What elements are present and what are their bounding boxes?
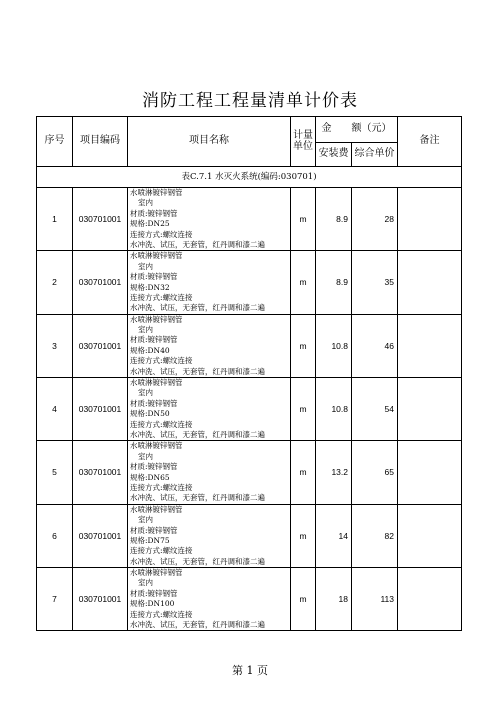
desc-line: 水喷淋镀锌钢管 — [130, 504, 183, 514]
desc-line: 室内 — [138, 198, 153, 208]
header-remark: 备注 — [398, 117, 462, 167]
header-unit-price: 综合单价 — [352, 143, 398, 167]
desc-line: 水冲洗、试压，无套管，红丹调和漆二遍 — [130, 429, 265, 439]
desc-line: 水冲洗、试压，无套管，红丹调和漆二遍 — [130, 556, 265, 566]
header-seq: 序号 — [37, 117, 73, 167]
desc-line: 水喷淋镀锌钢管 — [130, 378, 183, 388]
desc-line: 水冲洗、试压，无套管，红丹调和漆二遍 — [130, 303, 265, 313]
desc-line: 水冲洗、试压，无套管，红丹调和漆二遍 — [130, 366, 265, 376]
cell-code: 030701001 — [73, 251, 128, 314]
cell-install-fee: 14 — [316, 504, 352, 567]
cell-desc — [128, 188, 291, 251]
table-row — [37, 568, 462, 631]
cell-desc — [128, 441, 291, 504]
cell-code: 030701001 — [73, 568, 128, 631]
header-code: 项目编码 — [73, 117, 128, 167]
cell-remark — [398, 378, 462, 441]
cell-unit: m — [291, 188, 316, 251]
cell-desc — [128, 251, 291, 314]
desc-line: 规格:DN100 — [130, 599, 175, 609]
desc-line: 室内 — [138, 261, 153, 271]
desc-line: 连接方式:螺纹连接 — [130, 609, 193, 619]
cell-desc — [128, 504, 291, 567]
header-amount: 金 额（元） — [316, 117, 398, 143]
page-title: 消防工程工程量清单计价表 — [142, 91, 358, 111]
cell-unit: m — [291, 568, 316, 631]
desc-line: 材质:镀锌钢管 — [130, 272, 178, 282]
cell-code: 030701001 — [73, 504, 128, 567]
cell-unit: m — [291, 504, 316, 567]
desc-line: 水冲洗、试压，无套管，红丹调和漆二遍 — [130, 493, 265, 503]
desc-line: 室内 — [138, 451, 153, 461]
desc-line: 规格:DN65 — [130, 472, 170, 482]
cell-unit: m — [291, 378, 316, 441]
cell-install-fee: 18 — [316, 568, 352, 631]
header-unit: 计量单位 — [291, 117, 316, 167]
cell-unit-price: 65 — [352, 441, 398, 504]
table-row — [37, 314, 462, 377]
cell-unit: m — [291, 251, 316, 314]
desc-line: 水喷淋镀锌钢管 — [130, 568, 183, 578]
desc-line: 连接方式:螺纹连接 — [130, 482, 193, 492]
cell-install-fee: 13.2 — [316, 441, 352, 504]
header-name: 项目名称 — [128, 117, 291, 167]
cell-unit: m — [291, 441, 316, 504]
cell-unit-price: 82 — [352, 504, 398, 567]
cell-code: 030701001 — [73, 441, 128, 504]
desc-line: 室内 — [138, 578, 153, 588]
cell-code: 030701001 — [73, 188, 128, 251]
cell-remark — [398, 504, 462, 567]
desc-line: 连接方式:螺纹连接 — [130, 356, 193, 366]
desc-line: 材质:镀锌钢管 — [130, 398, 178, 408]
desc-line: 材质:镀锌钢管 — [130, 208, 178, 218]
cell-unit-price: 54 — [352, 378, 398, 441]
cell-seq: 5 — [37, 441, 73, 504]
section-row — [37, 167, 462, 188]
cell-seq: 4 — [37, 378, 73, 441]
cell-seq: 2 — [37, 251, 73, 314]
table-row — [37, 188, 462, 251]
desc-line: 材质:镀锌钢管 — [130, 525, 178, 535]
section-title: 表C.7.1 水灭火系统(编码:030701) — [37, 167, 462, 188]
cell-seq: 6 — [37, 504, 73, 567]
cell-code: 030701001 — [73, 378, 128, 441]
cell-remark — [398, 568, 462, 631]
desc-line: 材质:镀锌钢管 — [130, 335, 178, 345]
desc-line: 规格:DN50 — [130, 409, 170, 419]
bill-table — [36, 116, 462, 631]
desc-line: 水冲洗、试压，无套管，红丹调和漆二遍 — [130, 239, 265, 249]
cell-unit-price: 113 — [352, 568, 398, 631]
cell-desc — [128, 378, 291, 441]
cell-unit-price: 28 — [352, 188, 398, 251]
header-install-fee: 安装费 — [316, 143, 352, 167]
desc-line: 规格:DN40 — [130, 345, 170, 355]
cell-desc — [128, 314, 291, 377]
desc-line: 室内 — [138, 515, 153, 525]
table-row — [37, 504, 462, 567]
table-row — [37, 378, 462, 441]
cell-seq: 7 — [37, 568, 73, 631]
cell-remark — [398, 188, 462, 251]
cell-remark — [398, 314, 462, 377]
desc-line: 水喷淋镀锌钢管 — [130, 188, 183, 197]
desc-line: 水喷淋镀锌钢管 — [130, 251, 183, 261]
cell-unit: m — [291, 314, 316, 377]
cell-remark — [398, 251, 462, 314]
desc-line: 连接方式:螺纹连接 — [130, 419, 193, 429]
desc-line: 连接方式:螺纹连接 — [130, 546, 193, 556]
desc-line: 室内 — [138, 388, 153, 398]
cell-unit-price: 46 — [352, 314, 398, 377]
cell-seq: 1 — [37, 188, 73, 251]
desc-line: 材质:镀锌钢管 — [130, 462, 178, 472]
desc-line: 规格:DN25 — [130, 219, 170, 229]
cell-install-fee: 8.9 — [316, 251, 352, 314]
cell-unit-price: 35 — [352, 251, 398, 314]
cell-install-fee: 10.8 — [316, 378, 352, 441]
cell-install-fee: 8.9 — [316, 188, 352, 251]
desc-line: 材质:镀锌钢管 — [130, 588, 178, 598]
cell-code: 030701001 — [73, 314, 128, 377]
desc-line: 连接方式:螺纹连接 — [130, 229, 193, 239]
desc-line: 规格:DN75 — [130, 535, 170, 545]
desc-line: 连接方式:螺纹连接 — [130, 292, 193, 302]
desc-line: 规格:DN32 — [130, 282, 170, 292]
page-number: 第 1 页 — [232, 664, 268, 677]
cell-remark — [398, 441, 462, 504]
cell-seq: 3 — [37, 314, 73, 377]
cell-install-fee: 10.8 — [316, 314, 352, 377]
desc-line: 水喷淋镀锌钢管 — [130, 441, 183, 451]
table-row — [37, 251, 462, 314]
cell-desc — [128, 568, 291, 631]
desc-line: 水冲洗、试压，无套管，红丹调和漆二遍 — [130, 620, 265, 630]
desc-line: 室内 — [138, 325, 153, 335]
desc-line: 水喷淋镀锌钢管 — [130, 314, 183, 324]
table-row — [37, 441, 462, 504]
